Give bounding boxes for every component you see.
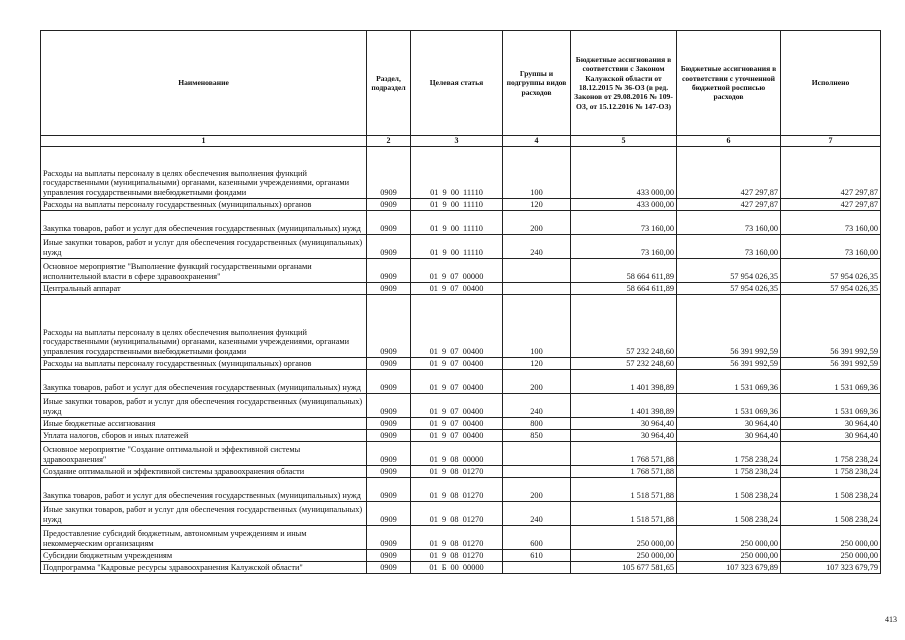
- row-law-allocation: 1 768 571,88: [571, 466, 677, 478]
- row-adjusted-allocation: 56 391 992,59: [677, 358, 781, 370]
- row-target-article: 01 Б 00 00000: [411, 562, 503, 574]
- table-row: [41, 295, 881, 358]
- row-target-article: 01 9 08 01270: [411, 502, 503, 526]
- table-row: [41, 466, 881, 478]
- row-expense-group: [503, 259, 571, 283]
- row-executed: 57 954 026,35: [781, 259, 881, 283]
- row-executed: 427 297,87: [781, 199, 881, 211]
- table-body: [41, 147, 881, 574]
- row-target-article: 01 9 08 01270: [411, 466, 503, 478]
- row-section: 0909: [367, 394, 411, 418]
- row-law-allocation: 250 000,00: [571, 526, 677, 550]
- row-section: 0909: [367, 147, 411, 199]
- page-number: 413: [885, 615, 897, 624]
- row-name: Основное мероприятие "Создание оптимальной и эффективной системы здравоохранения": [41, 442, 367, 466]
- table-row: [41, 418, 881, 430]
- header-adjusted-allocations: Бюджетные ассигнования в соответствии с уточненной бюджетной росписью расходов: [677, 31, 781, 136]
- row-expense-group: 200: [503, 370, 571, 394]
- row-section: 0909: [367, 283, 411, 295]
- row-section: 0909: [367, 211, 411, 235]
- row-law-allocation: 73 160,00: [571, 211, 677, 235]
- table-row: [41, 147, 881, 199]
- row-name: Создание оптимальной и эффективной системы здравоохранения области: [41, 466, 367, 478]
- row-expense-group: 240: [503, 394, 571, 418]
- table-row: [41, 442, 881, 466]
- row-executed: 73 160,00: [781, 235, 881, 259]
- row-executed: 73 160,00: [781, 211, 881, 235]
- row-expense-group: 610: [503, 550, 571, 562]
- row-executed: 30 964,40: [781, 430, 881, 442]
- table-row: [41, 526, 881, 550]
- table-row: [41, 502, 881, 526]
- row-law-allocation: 57 232 248,60: [571, 295, 677, 358]
- row-section: 0909: [367, 526, 411, 550]
- row-adjusted-allocation: 73 160,00: [677, 211, 781, 235]
- table-row: [41, 259, 881, 283]
- row-section: 0909: [367, 199, 411, 211]
- row-law-allocation: 30 964,40: [571, 430, 677, 442]
- row-executed: 56 391 992,59: [781, 295, 881, 358]
- table-header: [41, 31, 881, 147]
- row-law-allocation: 1 518 571,88: [571, 502, 677, 526]
- table-row: [41, 211, 881, 235]
- header-executed: Исполнено: [781, 31, 881, 136]
- row-section: 0909: [367, 478, 411, 502]
- row-adjusted-allocation: 30 964,40: [677, 430, 781, 442]
- row-section: 0909: [367, 370, 411, 394]
- row-name: Расходы на выплаты персоналу государственных (муниципальных) органов: [41, 199, 367, 211]
- row-section: 0909: [367, 259, 411, 283]
- row-expense-group: 200: [503, 478, 571, 502]
- row-name: Иные закупки товаров, работ и услуг для обеспечения государственных (муниципальных) нужд: [41, 235, 367, 259]
- row-expense-group: 800: [503, 418, 571, 430]
- row-executed: 1 758 238,24: [781, 442, 881, 466]
- header-name: Наименование: [41, 31, 367, 136]
- row-law-allocation: 73 160,00: [571, 235, 677, 259]
- row-executed: 1 531 069,36: [781, 394, 881, 418]
- row-section: 0909: [367, 466, 411, 478]
- row-target-article: 01 9 00 11110: [411, 211, 503, 235]
- header-expense-groups: Группы и подгруппы видов расходов: [503, 31, 571, 136]
- table-row: [41, 370, 881, 394]
- row-law-allocation: 105 677 581,65: [571, 562, 677, 574]
- column-number: 7: [781, 136, 881, 147]
- row-adjusted-allocation: 1 508 238,24: [677, 478, 781, 502]
- row-name: Иные бюджетные ассигнования: [41, 418, 367, 430]
- row-expense-group: [503, 442, 571, 466]
- row-expense-group: 100: [503, 147, 571, 199]
- row-adjusted-allocation: 57 954 026,35: [677, 259, 781, 283]
- header-target-article: Целевая статья: [411, 31, 503, 136]
- row-executed: 1 508 238,24: [781, 478, 881, 502]
- row-target-article: 01 9 07 00400: [411, 370, 503, 394]
- row-adjusted-allocation: 250 000,00: [677, 550, 781, 562]
- row-name: Центральный аппарат: [41, 283, 367, 295]
- row-name: Подпрограмма "Кадровые ресурсы здравоохранения Калужской области": [41, 562, 367, 574]
- row-name: Закупка товаров, работ и услуг для обеспечения государственных (муниципальных) нужд: [41, 478, 367, 502]
- table-row: [41, 430, 881, 442]
- row-target-article: 01 9 08 00000: [411, 442, 503, 466]
- budget-table-page: [40, 30, 880, 574]
- row-expense-group: 240: [503, 235, 571, 259]
- row-executed: 107 323 679,79: [781, 562, 881, 574]
- row-adjusted-allocation: 1 531 069,36: [677, 394, 781, 418]
- row-name: Предоставление субсидий бюджетным, автономным учреждениям и иным некоммерческим организациям: [41, 526, 367, 550]
- row-section: 0909: [367, 502, 411, 526]
- row-law-allocation: 433 000,00: [571, 147, 677, 199]
- row-name: Расходы на выплаты персоналу государственных (муниципальных) органов: [41, 358, 367, 370]
- row-adjusted-allocation: 56 391 992,59: [677, 295, 781, 358]
- row-executed: 427 297,87: [781, 147, 881, 199]
- row-adjusted-allocation: 30 964,40: [677, 418, 781, 430]
- row-target-article: 01 9 08 01270: [411, 550, 503, 562]
- row-name: Уплата налогов, сборов и иных платежей: [41, 430, 367, 442]
- row-adjusted-allocation: 1 758 238,24: [677, 466, 781, 478]
- row-section: 0909: [367, 418, 411, 430]
- row-adjusted-allocation: 73 160,00: [677, 235, 781, 259]
- row-expense-group: 120: [503, 358, 571, 370]
- table-row: [41, 199, 881, 211]
- row-section: 0909: [367, 562, 411, 574]
- header-section: Раздел, подраздел: [367, 31, 411, 136]
- row-executed: 57 954 026,35: [781, 283, 881, 295]
- row-target-article: 01 9 07 00400: [411, 358, 503, 370]
- row-executed: 250 000,00: [781, 526, 881, 550]
- column-number: 3: [411, 136, 503, 147]
- header-law-allocations: Бюджетные ассигнования в соответствии с Законом Калужской области от 18.12.2015 № 36-ОЗ (в ред. Законов от 29.08.2016 № 109-ОЗ, от 15.12.2016 № 147-ОЗ): [571, 31, 677, 136]
- row-name: Основное мероприятие "Выполнение функций государственными органами исполнительной власти в сфере здравоохранения": [41, 259, 367, 283]
- column-number: 1: [41, 136, 367, 147]
- row-target-article: 01 9 00 11110: [411, 235, 503, 259]
- row-target-article: 01 9 07 00400: [411, 283, 503, 295]
- row-expense-group: 100: [503, 295, 571, 358]
- row-section: 0909: [367, 430, 411, 442]
- row-name: Субсидии бюджетным учреждениям: [41, 550, 367, 562]
- row-section: 0909: [367, 358, 411, 370]
- table-row: [41, 394, 881, 418]
- row-name: Иные закупки товаров, работ и услуг для обеспечения государственных (муниципальных) нужд: [41, 502, 367, 526]
- row-law-allocation: 1 518 571,88: [571, 478, 677, 502]
- row-executed: 1 508 238,24: [781, 502, 881, 526]
- row-adjusted-allocation: 107 323 679,89: [677, 562, 781, 574]
- row-expense-group: 600: [503, 526, 571, 550]
- row-name: Иные закупки товаров, работ и услуг для обеспечения государственных (муниципальных) нужд: [41, 394, 367, 418]
- row-section: 0909: [367, 235, 411, 259]
- row-executed: 250 000,00: [781, 550, 881, 562]
- row-adjusted-allocation: 1 758 238,24: [677, 442, 781, 466]
- row-expense-group: [503, 283, 571, 295]
- row-name: Расходы на выплаты персоналу в целях обеспечения выполнения функций государственными (муниципальными) органами, казенными учреждениями, органами управления государственными внебюджетными фондами: [41, 295, 367, 358]
- row-executed: 1 758 238,24: [781, 466, 881, 478]
- row-law-allocation: 1 401 398,89: [571, 370, 677, 394]
- table-row: [41, 283, 881, 295]
- row-target-article: 01 9 07 00400: [411, 418, 503, 430]
- budget-table: [40, 30, 881, 574]
- row-executed: 1 531 069,36: [781, 370, 881, 394]
- row-target-article: 01 9 08 01270: [411, 478, 503, 502]
- row-law-allocation: 1 768 571,88: [571, 442, 677, 466]
- row-adjusted-allocation: 57 954 026,35: [677, 283, 781, 295]
- row-target-article: 01 9 07 00400: [411, 295, 503, 358]
- row-adjusted-allocation: 250 000,00: [677, 526, 781, 550]
- row-law-allocation: 1 401 398,89: [571, 394, 677, 418]
- row-target-article: 01 9 07 00000: [411, 259, 503, 283]
- row-expense-group: 200: [503, 211, 571, 235]
- row-target-article: 01 9 00 11110: [411, 199, 503, 211]
- row-law-allocation: 433 000,00: [571, 199, 677, 211]
- row-section: 0909: [367, 295, 411, 358]
- row-law-allocation: 57 232 248,60: [571, 358, 677, 370]
- row-adjusted-allocation: 427 297,87: [677, 147, 781, 199]
- row-law-allocation: 58 664 611,89: [571, 259, 677, 283]
- table-row: [41, 550, 881, 562]
- row-executed: 30 964,40: [781, 418, 881, 430]
- row-name: Расходы на выплаты персоналу в целях обеспечения выполнения функций государственными (муниципальными) органами, казенными учреждениями, органами управления государственными внебюджетными фондами: [41, 147, 367, 199]
- row-section: 0909: [367, 550, 411, 562]
- column-number: 2: [367, 136, 411, 147]
- row-law-allocation: 30 964,40: [571, 418, 677, 430]
- row-target-article: 01 9 07 00400: [411, 394, 503, 418]
- column-number: 5: [571, 136, 677, 147]
- row-adjusted-allocation: 1 508 238,24: [677, 502, 781, 526]
- row-law-allocation: 250 000,00: [571, 550, 677, 562]
- row-expense-group: 120: [503, 199, 571, 211]
- row-adjusted-allocation: 427 297,87: [677, 199, 781, 211]
- row-expense-group: 240: [503, 502, 571, 526]
- row-name: Закупка товаров, работ и услуг для обеспечения государственных (муниципальных) нужд: [41, 211, 367, 235]
- row-target-article: 01 9 07 00400: [411, 430, 503, 442]
- row-target-article: 01 9 08 01270: [411, 526, 503, 550]
- row-executed: 56 391 992,59: [781, 358, 881, 370]
- column-number: 6: [677, 136, 781, 147]
- table-row: [41, 478, 881, 502]
- row-expense-group: 850: [503, 430, 571, 442]
- table-row: [41, 562, 881, 574]
- row-adjusted-allocation: 1 531 069,36: [677, 370, 781, 394]
- table-row: [41, 358, 881, 370]
- row-section: 0909: [367, 442, 411, 466]
- table-row: [41, 235, 881, 259]
- column-number: 4: [503, 136, 571, 147]
- row-name: Закупка товаров, работ и услуг для обеспечения государственных (муниципальных) нужд: [41, 370, 367, 394]
- row-expense-group: [503, 562, 571, 574]
- row-expense-group: [503, 466, 571, 478]
- row-law-allocation: 58 664 611,89: [571, 283, 677, 295]
- row-target-article: 01 9 00 11110: [411, 147, 503, 199]
